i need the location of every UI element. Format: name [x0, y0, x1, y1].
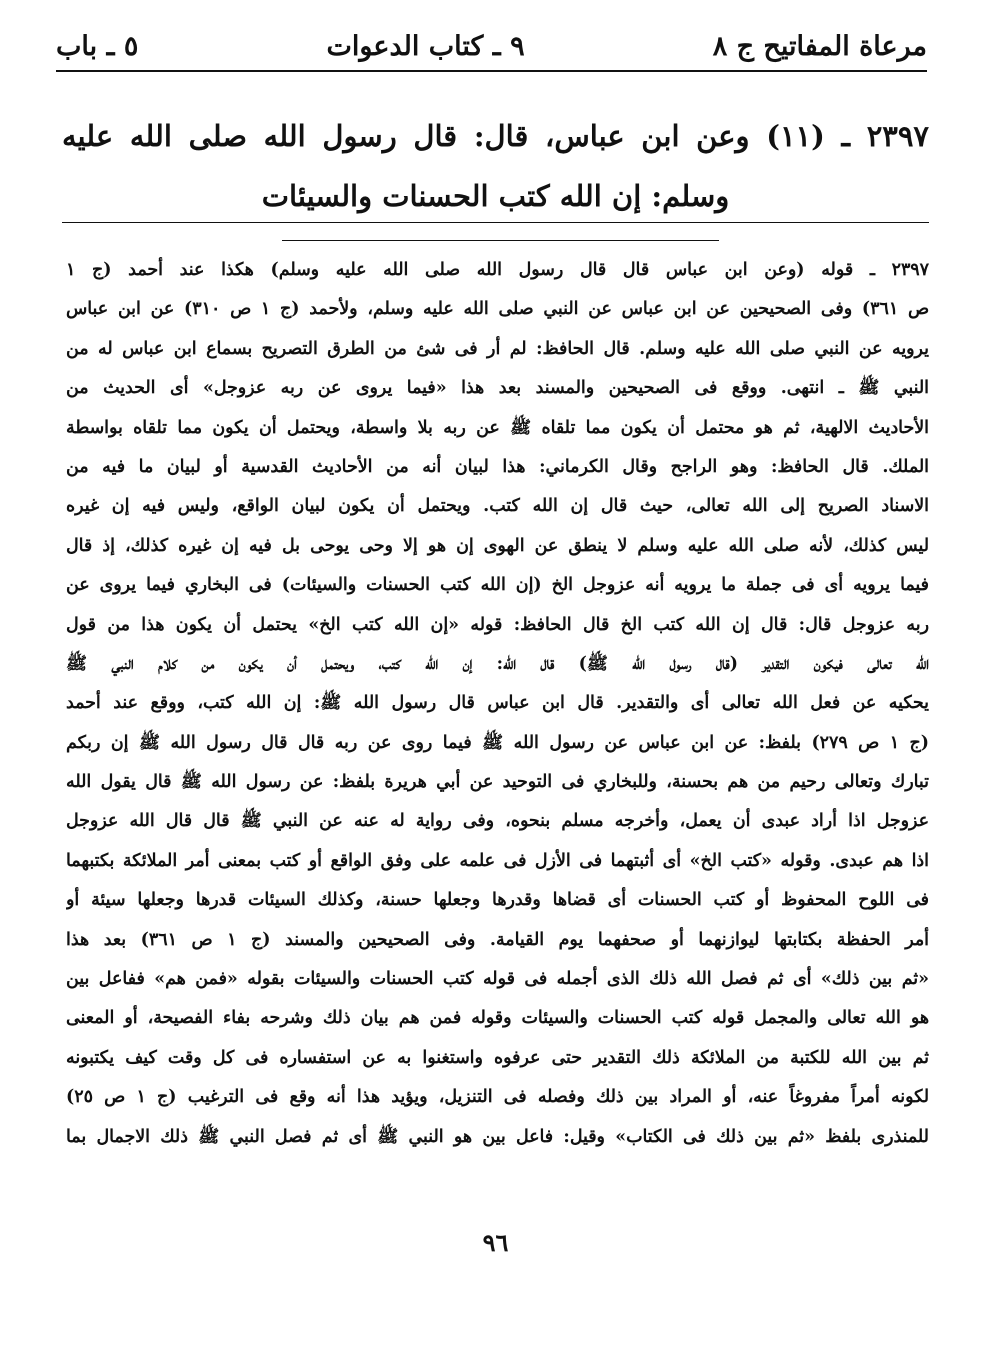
book-title: مرعاة المفاتيح ج ٨: [712, 30, 927, 62]
commentary-line: يحكيه عن فعل الله تعالى أى والتقدير. قال ابن عباس قال رسول الله ﷺ: إن الله كتب، ووقع عند أحمد: [66, 693, 929, 714]
commentary-line: تبارك وتعالى رحيم من هم بحسنة، وللبخاري فى التوحيد عن أبي هريرة بلفظ: عن رسول الله ﷺ قال يقول الله: [66, 772, 929, 793]
commentary: [66, 251, 929, 1157]
commentary-line: ثم بين الله للكتبة من الملائكة ذلك التقدير حتى عرفوه واستغنوا به عن استفساره فى كل وقت كيف يكتبونه: [66, 1047, 929, 1068]
section-title: ٥ ـ باب: [56, 30, 139, 62]
commentary-line: أمر الحفظة بكتابتها ليوازنهما أو صحفهما يوم القيامة. وفى الصحيحين والمسند (ج ١ ص ٣٦١) بعد هذا: [66, 929, 929, 950]
commentary-line: ٢٣٩٧ ـ قوله (وعن ابن عباس قال قال رسول الله صلى الله عليه وسلم) هكذا عند أحمد (ج ١: [66, 260, 929, 280]
commentary-line: النبي ﷺ ـ انتهى. ووقع فى الصحيحين والمسند بعد هذا «فيما يروى عن ربه عزوجل» أى الحديث من: [66, 378, 929, 399]
commentary-line: الملك. قال الحافظ: وهو الراجح وقال الكرماني: هذا لبيان أنه من الأحاديث القدسية أو لبيان ما فيه من: [66, 456, 929, 477]
commentary-line: هو الله تعالى والمجمل قوله كتب الحسنات والسيئات وقوله فمن هم بيان ذلك وشرحه بفاء الفصيحة، أو المعنى: [66, 1008, 929, 1029]
commentary-line: فى اللوح المحفوظ أو كتب الحسنات أى قضاها وقدرها وجعلها حسنة، وكذلك السيئات قدرها وجعلها سيئة أو: [66, 890, 929, 911]
commentary-line: لكونه أمراً مفروغاً عنه، أو المراد بين ذلك وفصله فى التنزيل، ويؤيد هذا أنه وقع فى الترغيب (ج ١ ص ٢٥): [66, 1087, 929, 1108]
hadith-text: ٢٣٩٧ ـ (١١) وعن ابن عباس، قال: قال رسول الله صلى الله عليه وسلم: إن الله كتب الحسنات والسيئات: [62, 119, 929, 213]
commentary-line: ص ٣٦١) وفى الصحيحين عن ابن عباس عن النبي صلى الله عليه وسلم، ولأحمد (ج ١ ص ٣١٠) عن ابن عباس: [66, 299, 929, 320]
running-header: [56, 24, 927, 68]
commentary-line: اذا هم عبدى. وقوله «كتب الخ» أى أثبتهما فى الأزل فى علمه على وفق الواقع أو كتب بمعنى أمر الملائكة بكتبهما: [66, 850, 929, 871]
header-rule: [56, 70, 927, 72]
commentary-line: الاسناد الصريح إلى الله تعالى، حيث قال إن الله كتب. ويحتمل أن يكون لبيان الواقع، وليس فيه إن غيره: [66, 496, 929, 517]
hadith-rule: [62, 222, 929, 223]
chapter-title: ٩ ـ كتاب الدعوات: [326, 30, 525, 62]
commentary-line: عزوجل اذا أراد عبدى أن يعمل، وأخرجه مسلم بنحوه، وفى رواية له عنه عن النبي ﷺ قال قال الله عزوجل: [66, 811, 929, 832]
commentary-line: الله تعالى فيكون التقدير (قال رسول الله ﷺ) قال الله: إن الله كتب، ويحتمل أن يكون من كلام النبي ﷺ: [66, 653, 929, 674]
commentary-rule: [282, 240, 719, 241]
commentary-line: «ثم بين ذلك» أى ثم فصل الله ذلك الذى أجمله فى قوله كتب الحسنات والسيئات بقوله «فمن هم» ففاعل بين: [66, 969, 929, 990]
commentary-line: ربه عزوجل قال: قال إن الله كتب الخ قال الحافظ: قوله «إن الله كتب الخ» يحتمل أن يكون هذا من قول: [66, 614, 929, 635]
commentary-line: فيما يرويه أى فى جملة ما يرويه أنه عزوجل الخ (إن الله كتب الحسنات والسيئات) فى البخاري فيما يروى عن: [66, 575, 929, 596]
commentary-line: الأحاديث الالهية، ثم هو محتمل أن يكون مما تلقاه ﷺ عن ربه بلا واسطة، ويحتمل أن يكون مما تلقاه بواسطة: [66, 417, 929, 438]
commentary-line: (ج ١ ص ٢٧٩) بلفظ: عن ابن عباس عن رسول الله ﷺ فيما روى عن ربه قال قال رسول الله ﷺ إن ربكم: [66, 732, 929, 753]
commentary-line: يرويه عن النبي صلى الله عليه وسلم. قال الحافظ: لم أر فى شئ من الطرق التصريح بسماع ابن عباس له من: [66, 338, 929, 359]
page-number: ٩٦: [482, 1228, 509, 1257]
commentary-line: للمنذرى بلفظ «ثم بين ذلك فى الكتاب» وقيل: فاعل بين هو النبي ﷺ أى ثم فصل النبي ﷺ ذلك الاجمال بما: [66, 1126, 929, 1147]
commentary-line: ليس كذلك، لأنه صلى الله عليه وسلم لا ينطق عن الهوى إن هو إلا وحى يوحى بل فيه إن غيره كذلك، إذ قال: [66, 535, 929, 556]
